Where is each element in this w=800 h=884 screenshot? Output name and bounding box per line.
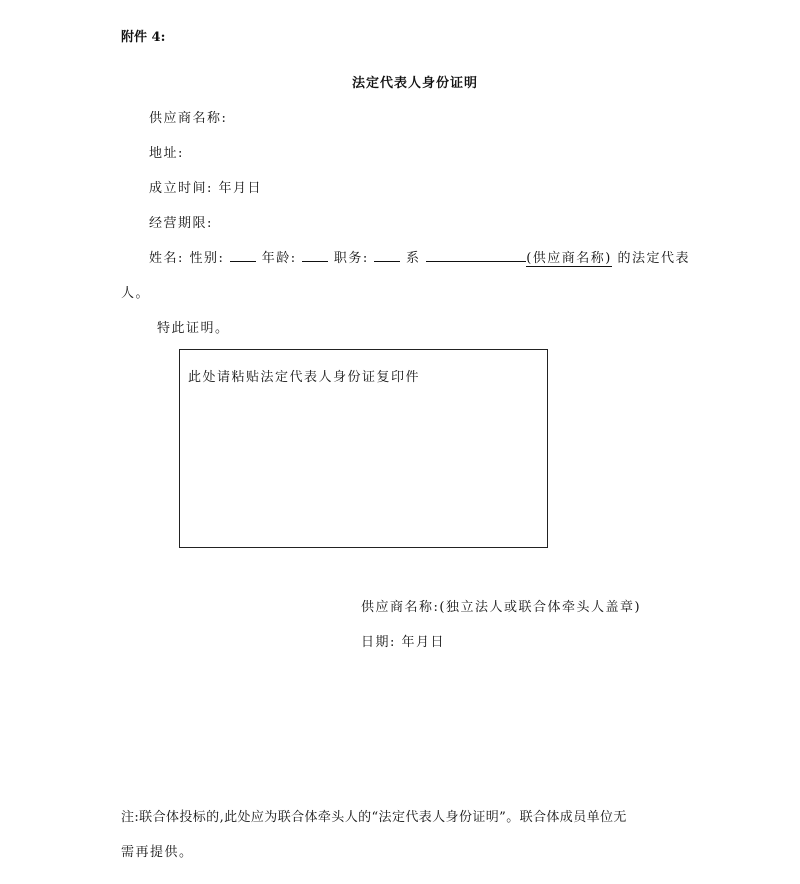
certify-text: 特此证明。 (157, 321, 230, 336)
position-blank (374, 247, 400, 262)
signature-date: 日期: 年月日 (361, 635, 446, 650)
supplier-name-field: 供应商名称: (149, 111, 228, 126)
established-date-field: 成立时间: 年月日 (149, 181, 263, 196)
business-term-field: 经营期限: (149, 216, 213, 231)
relation-label: 系 (406, 251, 421, 266)
id-copy-box (179, 349, 548, 548)
note-line-2: 需再提供。 (121, 845, 194, 860)
name-gender-label: 姓名: 性别: (149, 251, 225, 266)
legal-rep-suffix: 的法定代表 (617, 251, 690, 266)
document-title: 法定代表人身份证明 (352, 76, 479, 91)
age-label: 年龄: (261, 251, 297, 266)
identity-line (149, 247, 690, 266)
identity-line-continuation: 人。 (121, 286, 151, 301)
supplier-placeholder: (供应商名称) (526, 251, 612, 266)
id-copy-box-text: 此处请粘贴法定代表人身份证复印件 (188, 370, 421, 385)
age-blank (302, 247, 328, 262)
address-field: 地址: (149, 146, 184, 161)
signature-supplier: 供应商名称:(独立法人或联合体牵头人盖章) (361, 600, 642, 615)
supplier-blank (426, 247, 526, 262)
gender-blank (230, 247, 256, 262)
note-line-1: 注:联合体投标的,此处应为联合体牵头人的“法定代表人身份证明”。联合体成员单位无 (121, 810, 627, 825)
position-label: 职务: (333, 251, 369, 266)
attachment-label: 附件 4: (121, 30, 166, 45)
